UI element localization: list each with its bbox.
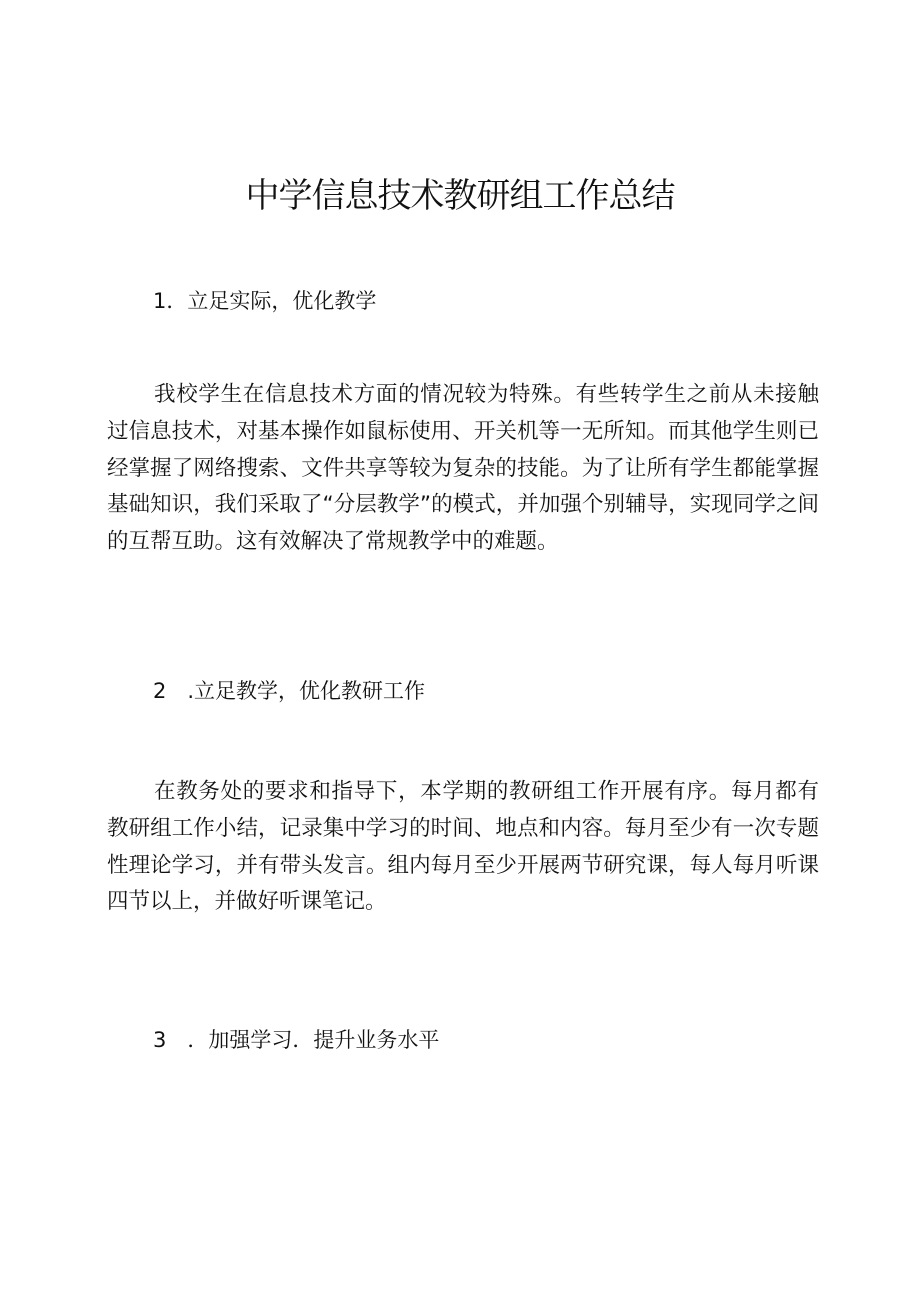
- section-2-heading: 2 .立足教学，优化教研工作: [153, 679, 426, 703]
- section-3-heading: 3 ．加强学习．提升业务水平: [153, 1028, 440, 1052]
- section-1-paragraph: 我校学生在信息技术方面的情况较为特殊。有些转学生之前从未接触过信息技术，对基本操作如鼠标使用、开关机等一无所知。而其他学生则已经掌握了网络搜索、文件共享等较为复杂的技能。为了让所有学生都能掌握基础知识，我们采取了“分层教学”的模式，并加强个别辅导，实现同学之间的互帮互助。这有效解决了常规教学中的难题。: [107, 382, 819, 555]
- document-title: 中学信息技术教研组工作总结: [245, 176, 675, 216]
- section-2-paragraph: 在教务处的要求和指导下，本学期的教研组工作开展有序。每月都有教研组工作小结，记录集中学习的时间、地点和内容。每月至少有一次专题性理论学习，并有带头发言。组内每月至少开展两节研究课，每人每月听课四节以上，并做好听课笔记。: [107, 779, 819, 915]
- section-1-heading: 1．立足实际，优化教学: [153, 289, 377, 313]
